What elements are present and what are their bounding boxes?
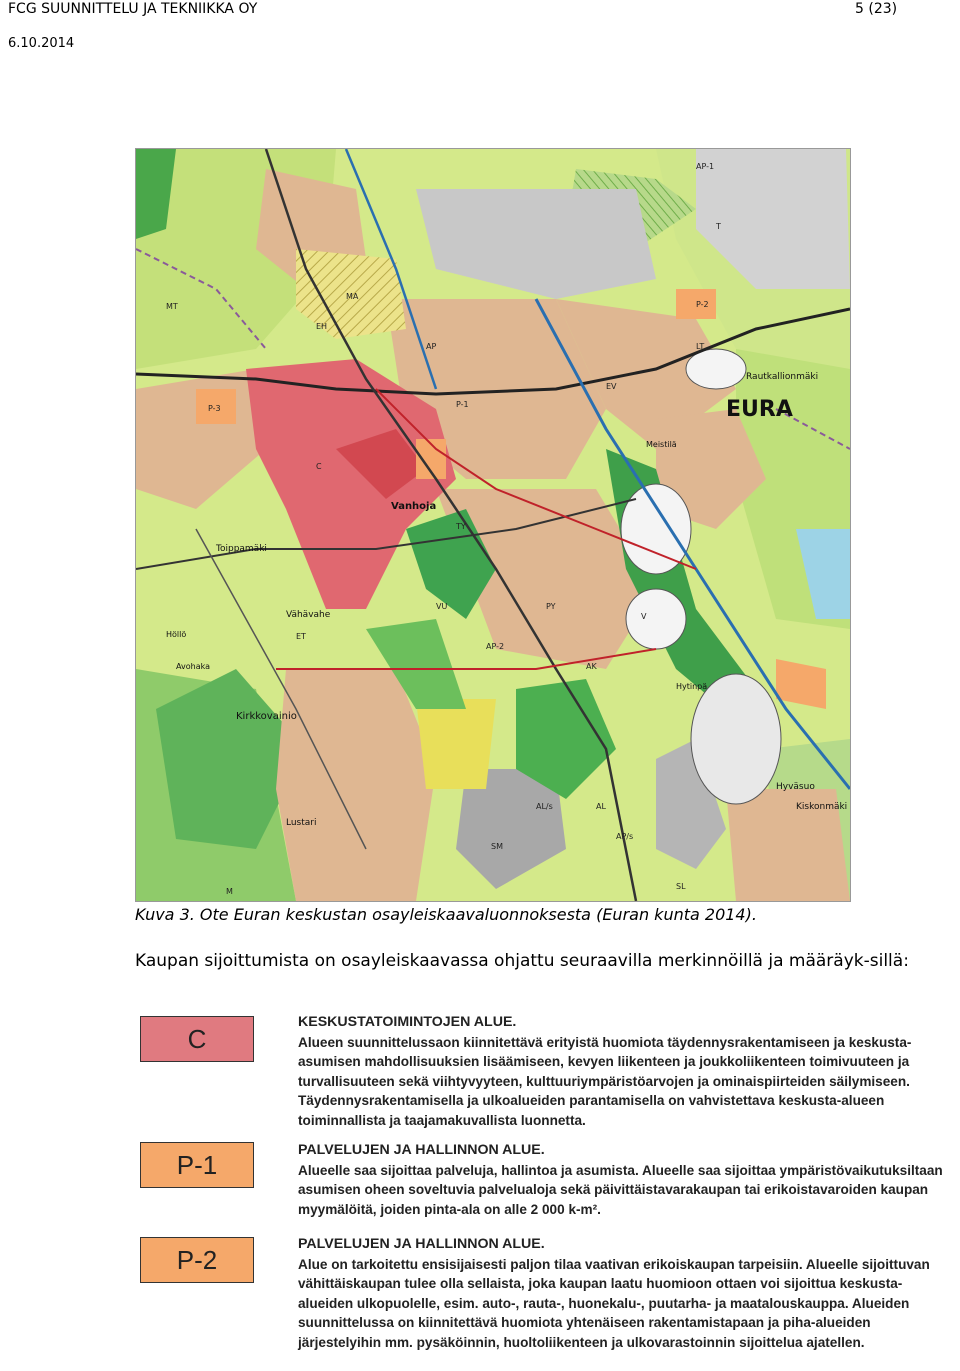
svg-text:SL: SL — [676, 882, 686, 891]
svg-text:AL/s: AL/s — [536, 802, 553, 811]
legend-description-c: Alueen suunnittelussaon kiinnitettävä erityistä huomiota täydennysrakentamiseen ja keskusta-asumisen mahdollisuuksien lisäämiseen, kevyen liikenteen ja joukkoliikenteen toimivuuteen ja turvallisuuteen sekä viihtyvyyteen, kulttuuriympäristöarvojen ja ominaispiirteiden säilymiseen. Täydennysrakentamisella ja ulkoalueiden parantamisella on vahvistettava keskusta-alueen toiminnallista ja taajamakuvallista luonnetta. — [298, 1034, 912, 1128]
svg-text:AP-1: AP-1 — [696, 162, 715, 171]
svg-text:Kiskonmäki: Kiskonmäki — [796, 802, 848, 812]
header-page-number: 5 (23) — [855, 1, 898, 17]
legend-description-p1: Alueelle saa sijoittaa palveluja, hallintoa ja asumista. Alueelle saa sijoittaa ympäristövaikutuksiltaan asumisen oheen soveltuvia palvelualoja sekä päivittäistavarakaupan tai erikoistavaroiden kaupan myymälöitä, joiden pinta-ala on alle 2 000 k-m². — [298, 1162, 943, 1217]
svg-text:Vähävahe: Vähävahe — [286, 610, 331, 620]
legend-swatch-p2: P-2 — [140, 1237, 254, 1283]
svg-text:Meistilä: Meistilä — [646, 440, 677, 449]
svg-text:Vanhoja: Vanhoja — [391, 501, 437, 512]
svg-text:AP/s: AP/s — [616, 832, 634, 841]
legend-text-p1 — [298, 1141, 948, 1219]
legend-text-p2 — [298, 1235, 948, 1353]
legend-title-p2: PALVELUJEN JA HALLINNON ALUE. — [298, 1236, 545, 1252]
svg-text:Toippamäki: Toippamäki — [216, 544, 267, 554]
svg-text:LT: LT — [696, 342, 705, 351]
svg-text:P-1: P-1 — [456, 400, 469, 409]
svg-text:AK: AK — [586, 662, 597, 671]
map-graphic — [136, 149, 850, 901]
figure-caption: Kuva 3. Ote Euran keskustan osayleiskaavaluonnoksesta (Euran kunta 2014). — [135, 905, 757, 924]
svg-text:M: M — [226, 887, 233, 896]
legend-title-p1: PALVELUJEN JA HALLINNON ALUE. — [298, 1142, 545, 1158]
svg-text:P-3: P-3 — [208, 404, 221, 413]
svg-text:AP-2: AP-2 — [486, 642, 505, 651]
intro-paragraph: Kaupan sijoittumista on osayleiskaavassa ohjattu seuraavilla merkinnöillä ja määräyk-sillä: — [135, 951, 909, 971]
header-company: FCG SUUNNITTELU JA TEKNIIKKA OY — [8, 1, 258, 17]
svg-text:C: C — [316, 462, 322, 471]
legend-description-p2: Alue on tarkoitettu ensisijaisesti paljon tilaa vaativan erikoiskaupan tarpeisiin. Alueelle sijoittuvan vähittäiskaupan tulee olla sellaista, joka kaupan laatu huomioon ottaen voi sijoittua keskusta-alueiden ulkopuolelle, esim. auto-, rauta-, huonekalu-, puutarha- ja maatalouskauppa. Alueiden suunnittelussa on kiinnitettävä huomiota yhtenäiseen rakentamistapaan ja piha-alueiden järjestelyihin mm. pysäköinnin, huoltoliikenteen ja ulkovarastoinnin sijoittelua ajatellen. — [298, 1256, 930, 1350]
svg-text:MT: MT — [166, 302, 178, 311]
legend-text-c — [298, 1013, 948, 1131]
legend-swatch-p1: P-1 — [140, 1142, 254, 1188]
svg-text:AP: AP — [426, 342, 437, 351]
svg-text:SM: SM — [491, 842, 503, 851]
legend-title-c: KESKUSTATOIMINTOJEN ALUE. — [298, 1014, 517, 1030]
svg-text:Höllö: Höllö — [166, 630, 187, 639]
map-town-label: EURA — [726, 397, 793, 422]
header-date: 6.10.2014 — [8, 36, 75, 51]
svg-text:T: T — [716, 222, 721, 231]
svg-text:EV: EV — [606, 382, 617, 391]
svg-text:MA: MA — [346, 292, 359, 301]
svg-text:TY: TY — [456, 522, 466, 531]
zoning-map — [135, 148, 851, 902]
svg-text:ET: ET — [296, 632, 306, 641]
svg-text:PY: PY — [546, 602, 556, 611]
svg-text:EH: EH — [316, 322, 328, 331]
legend-swatch-c: C — [140, 1016, 254, 1062]
svg-text:AL: AL — [596, 802, 606, 811]
svg-text:Hytinpä: Hytinpä — [676, 682, 708, 691]
svg-text:V: V — [641, 612, 647, 621]
svg-text:Avohaka: Avohaka — [176, 662, 210, 671]
svg-text:Rautkallionmäki: Rautkallionmäki — [746, 372, 819, 382]
svg-text:Kirkkovainio: Kirkkovainio — [236, 711, 297, 722]
svg-text:Hyväsuo: Hyväsuo — [776, 782, 815, 792]
svg-text:P-2: P-2 — [696, 300, 709, 309]
svg-text:Lustari: Lustari — [286, 818, 317, 828]
svg-text:VU: VU — [436, 602, 448, 611]
